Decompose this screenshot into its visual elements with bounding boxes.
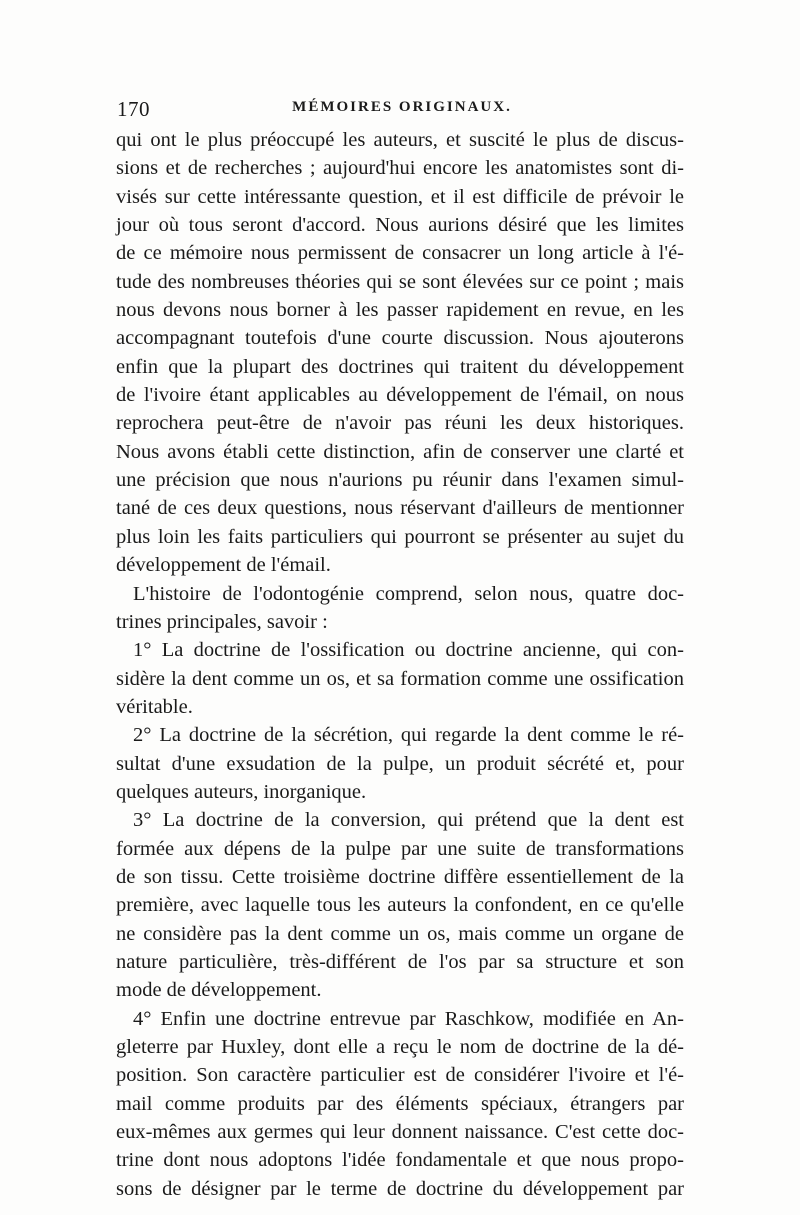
text-line: ne considère pas la dent comme un os, mais comme un organe de (116, 922, 684, 945)
text-line: véritable. (116, 695, 193, 718)
text-line: position. Son caractère particulier est de considérer l'ivoire et l'é- (116, 1064, 684, 1087)
running-head (117, 97, 687, 127)
text-line: 1° La doctrine de l'ossification ou doctrine ancienne, qui con- (133, 639, 684, 662)
text-line: gleterre par Huxley, dont elle a reçu le nom de doctrine de la dé- (116, 1036, 684, 1058)
page-number: 170 (117, 97, 150, 121)
text-line: accompagnant toutefois d'une courte discussion. Nous ajouterons (116, 327, 684, 350)
text-line: mail comme produits par des éléments spéciaux, étrangers par (116, 1092, 684, 1115)
text-line: de son tissu. Cette troisième doctrine diffère essentiellement de la (116, 865, 684, 888)
text-line: sidère la dent comme un os, et sa formation comme une ossification (116, 667, 684, 690)
text-line: eux-mêmes aux germes qui leur donnent naissance. C'est cette doc- (116, 1121, 684, 1144)
text-line: jour où tous seront d'accord. Nous aurions désiré que les limites (116, 214, 684, 237)
text-line: 2° La doctrine de la sécrétion, qui regarde la dent comme le ré- (133, 724, 684, 747)
text-line: enfin que la plupart des doctrines qui traitent du développement (116, 355, 684, 378)
text-line: qui ont le plus préoccupé les auteurs, et suscité le plus de discus- (116, 129, 684, 151)
text-line: formée aux dépens de la pulpe par une suite de transformations (116, 837, 684, 860)
text-line: plus loin les faits particuliers qui pourront se présenter au sujet du (116, 525, 684, 548)
text-line: première, avec laquelle tous les auteurs la confondent, en ce qu'elle (116, 894, 684, 917)
text-line: nature particulière, très-différent de l'os par sa structure et son (116, 950, 684, 973)
text-line: sons de désigner par le terme de doctrine du développement par (116, 1177, 684, 1200)
text-line: 4° Enfin une doctrine entrevue par Raschkow, modifiée en An- (133, 1007, 684, 1030)
text-line: 3° La doctrine de la conversion, qui prétend que la dent est (133, 809, 684, 832)
text-line: de l'ivoire étant applicables au développement de l'émail, on nous (116, 384, 684, 407)
text-line: nous devons nous borner à les passer rapidement en revue, en les (116, 299, 684, 322)
text-line: développement de l'émail. (116, 554, 331, 577)
running-title: MÉMOIRES ORIGINAUX. (292, 99, 512, 115)
text-line: sions et de recherches ; aujourd'hui encore les anatomistes sont di- (116, 157, 684, 180)
body-text (116, 126, 684, 1203)
text-line: reprochera peut-être de n'avoir pas réuni les deux historiques. (116, 412, 684, 435)
text-line: de ce mémoire nous permissent de consacrer un long article à l'é- (116, 242, 684, 265)
text-line: tude des nombreuses théories qui se sont élevées sur ce point ; mais (116, 270, 684, 293)
text-line: quelques auteurs, inorganique. (116, 780, 367, 803)
text-line: mode de développement. (116, 979, 322, 1002)
text-line: une précision que nous n'aurions pu réunir dans l'examen simul- (116, 469, 684, 492)
text-line: tané de ces deux questions, nous réservant d'ailleurs de mentionner (116, 497, 684, 520)
text-line: Nous avons établi cette distinction, afin de conserver une clarté et (116, 440, 684, 463)
text-line: L'histoire de l'odontogénie comprend, selon nous, quatre doc- (133, 582, 684, 605)
text-line: sultat d'une exsudation de la pulpe, un produit sécrété et, pour (116, 752, 684, 775)
text-line: trines principales, savoir : (116, 610, 328, 633)
text-line: trine dont nous adoptons l'idée fondamentale et que nous propo- (116, 1149, 684, 1172)
text-line: visés sur cette intéressante question, et il est difficile de prévoir le (116, 185, 684, 208)
